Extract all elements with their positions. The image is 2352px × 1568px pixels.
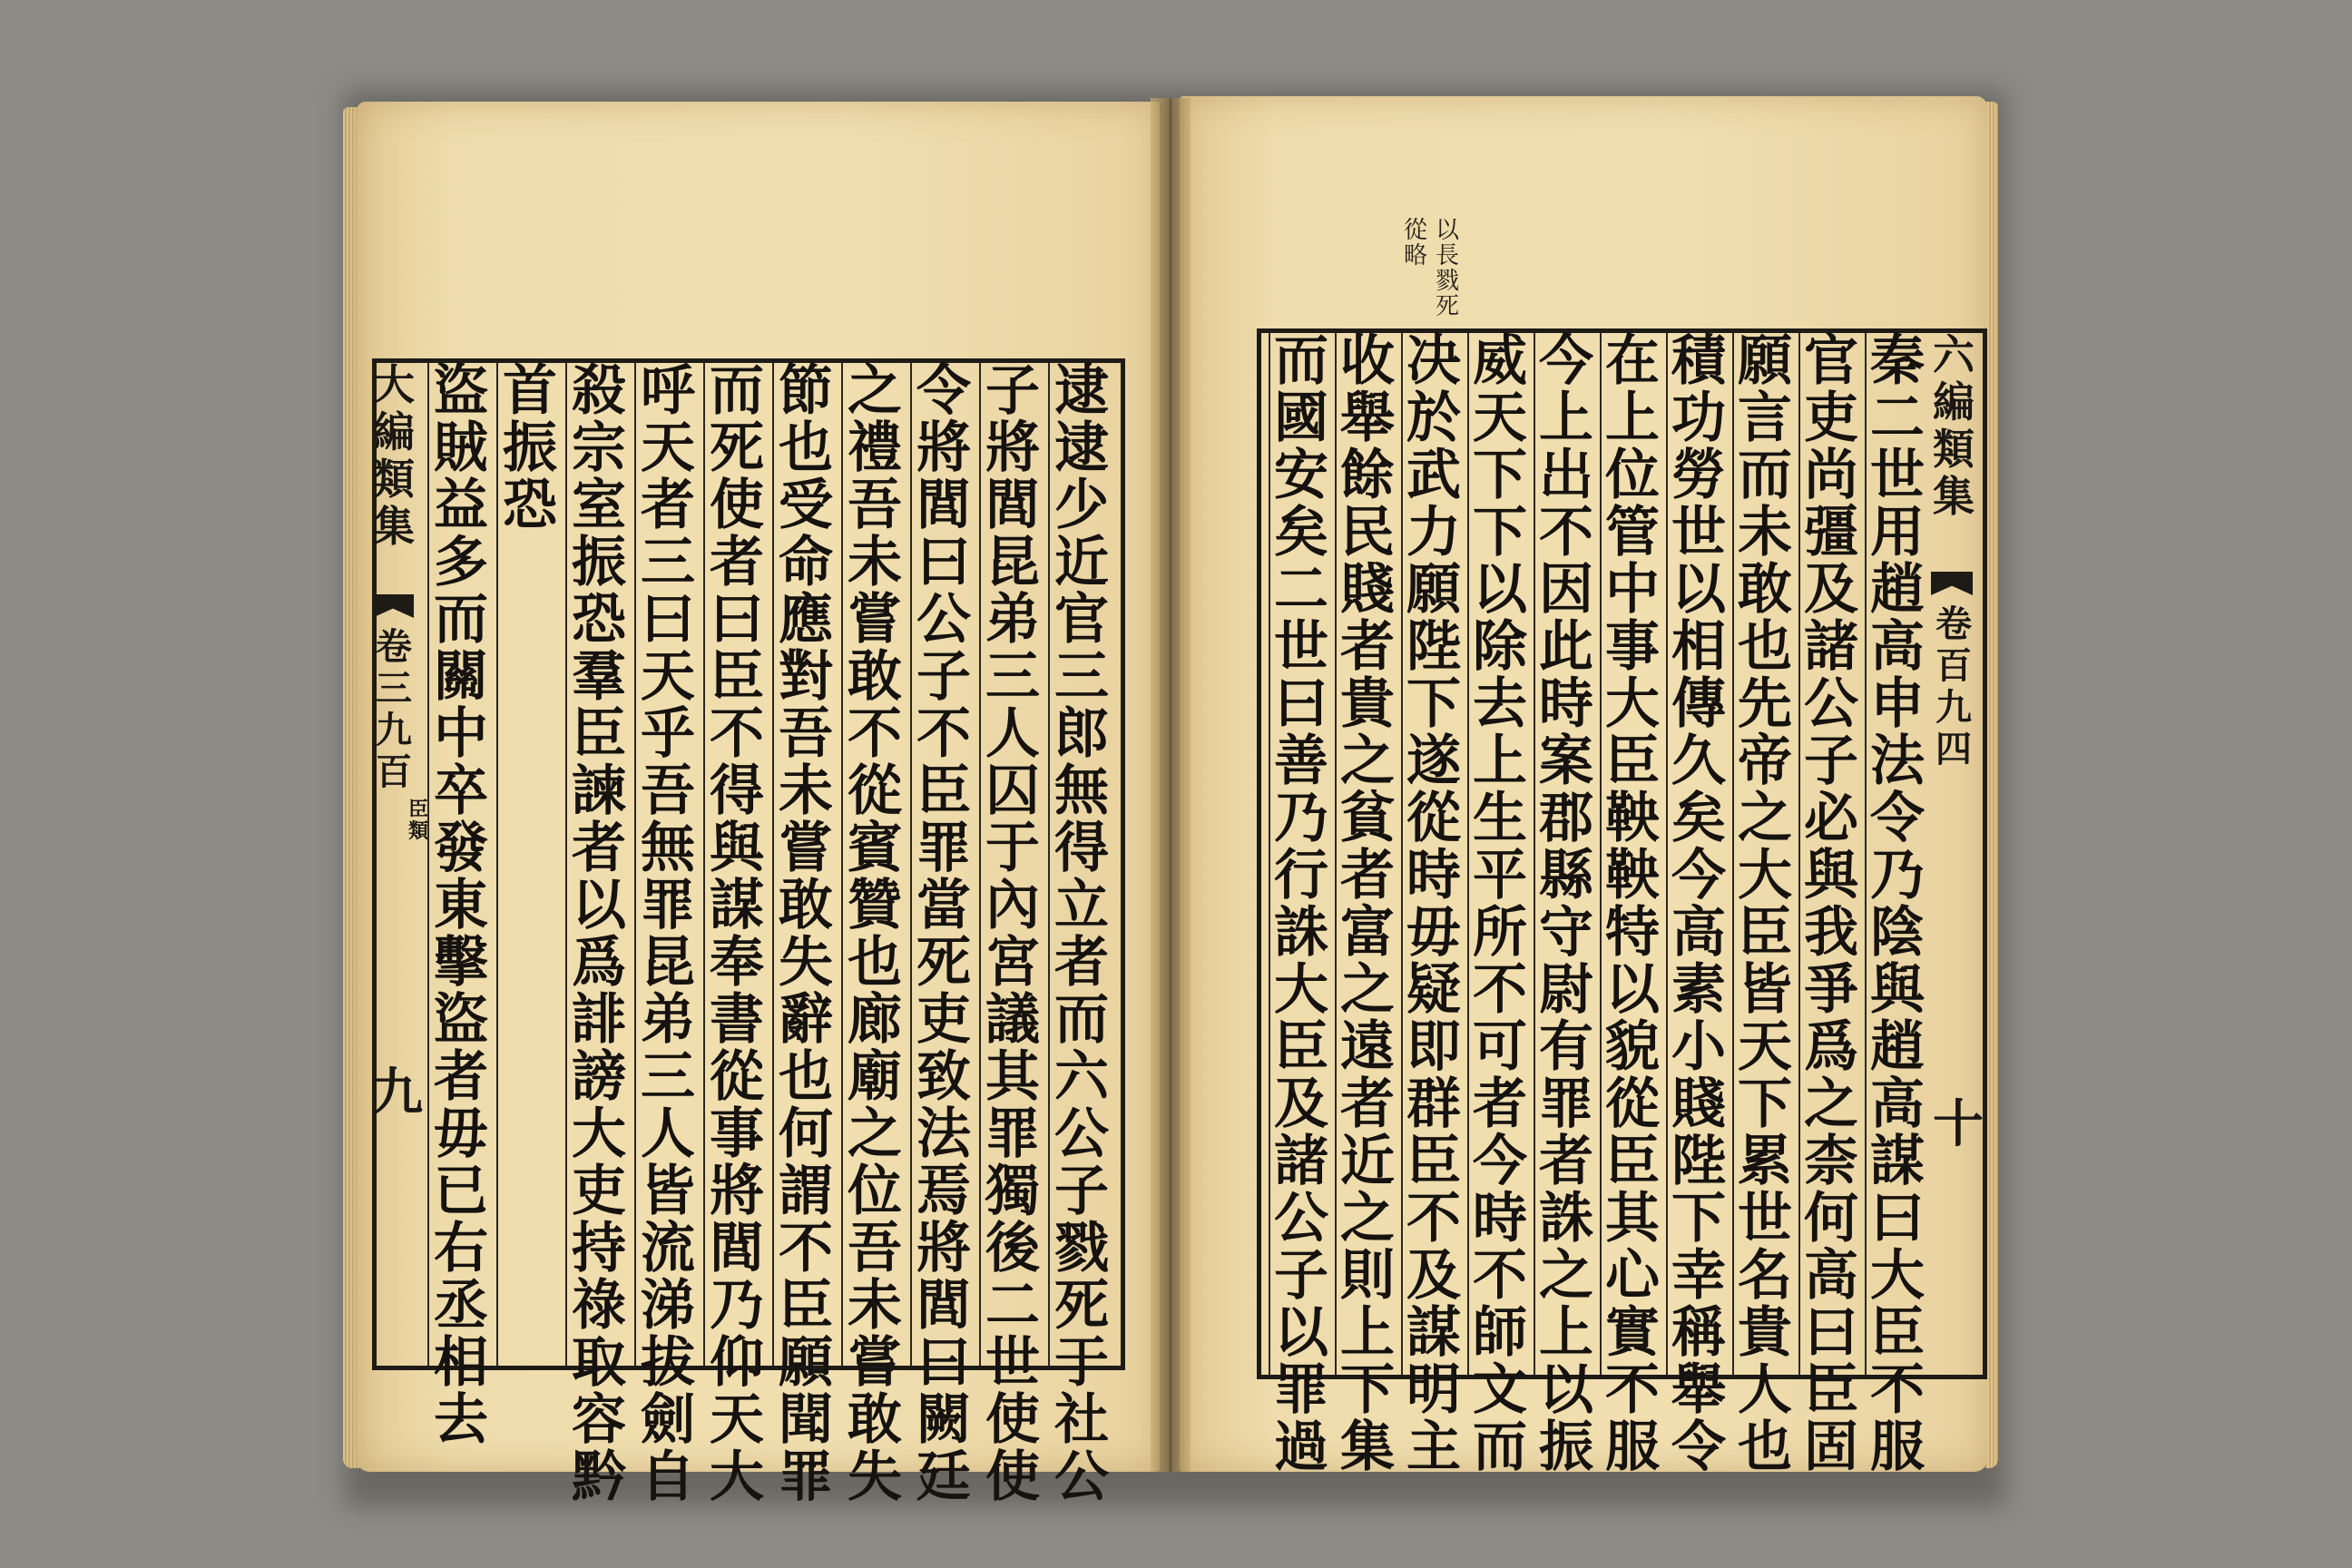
right-page-column-5: 在 上 位 管 中 事 大 臣 鞅 鞅 特 以 貌 從 臣 其 心 實 不 服: [1605, 329, 1660, 1479]
right-page-column-8: 决 於 武 力 願 陛 下 遂 從 時 毋 疑 即 群 臣 不 及 謀 明 主: [1406, 329, 1461, 1479]
left-page-column-2: 子 將 閭 昆 弟 三 人 囚 于 內 宮 議 其 罪 獨 後 二 世 使 使: [985, 359, 1040, 1509]
left-page-column-rule: [496, 363, 498, 1366]
left-page-column-10: 盜 賊 益 多 而 關 中 卒 發 東 擊 盜 者 毋 已 右 丞 相 去: [434, 359, 488, 1452]
right-page-column-2: 官 吏 尚 彊 及 諸 公 子 必 與 我 爭 爲 之 柰 何 高 曰 臣 固: [1804, 329, 1858, 1479]
left-margin-volume: 卷 三 九 百: [376, 625, 412, 793]
right-page-column-rule: [1732, 333, 1734, 1375]
right-page-column-rule: [1666, 333, 1668, 1375]
left-page-column-rule: [979, 363, 981, 1366]
right-page-column-rule: [1600, 333, 1602, 1375]
left-page-column-7: 呼 天 者 三 曰 天 乎 吾 無 罪 昆 弟 三 人 皆 流 涕 拔 劍 自: [641, 359, 695, 1509]
left-page-column-rule: [841, 363, 843, 1366]
right-page-column-6: 今 上 出 不 因 此 時 案 郡 縣 守 尉 有 罪 者 誅 之 上 以 振: [1539, 329, 1593, 1479]
right-page-column-7: 威 天 下 下 以 除 去 上 生 平 所 不 可 者 今 時 不 師 文 而: [1473, 329, 1527, 1479]
left-page-column-9: 首 振 恐: [503, 359, 557, 537]
left-page-column-rule: [703, 363, 705, 1366]
right-leaf-number: 十: [1933, 1094, 1984, 1154]
right-page-column-9: 收 舉 餘 民 賤 者 貴 之 貧 者 富 之 遠 者 近 之 則 上 下 集: [1340, 329, 1395, 1479]
left-text-frame: [372, 358, 1125, 1509]
right-page-column-rule: [1335, 333, 1337, 1375]
left-page-column-6: 而 死 使 者 曰 臣 不 得 與 謀 奉 書 從 事 將 閭 乃 仰 天 大: [710, 359, 764, 1509]
left-page-column-1: 逮 逮 少 近 官 三 郎 無 得 立 者 而 六 公 子 戮 死 于 社 公: [1054, 359, 1109, 1509]
right-page-column-rule: [1269, 333, 1270, 1375]
left-page-column-4: 之 禮 吾 未 嘗 敢 不 從 賓 贊 也 廊 廟 之 位 吾 未 嘗 敢 失: [848, 359, 902, 1509]
right-page-column-rule: [1401, 333, 1403, 1375]
right-page-column-rule: [1865, 333, 1867, 1375]
right-margin-title: 六 編 類 集: [1933, 330, 1975, 521]
right-page-column-1: 秦 二 世 用 趙 高 申 法 令 乃 陰 與 趙 高 謀 曰 大 臣 不 服: [1870, 329, 1925, 1479]
left-page-column-3: 令 將 閭 曰 公 子 不 臣 罪 當 死 吏 致 法 焉 將 閭 曰 闕 廷: [916, 359, 971, 1509]
right-page-column-rule: [1798, 333, 1800, 1375]
right-page-column-3: 願 言 而 未 敢 也 先 帝 之 大 臣 皆 天 下 累 世 名 貴 人 也: [1738, 329, 1792, 1479]
right-page-column-rule: [1534, 333, 1535, 1375]
right-annotation-line-1: 以 長 戮 死: [1435, 217, 1459, 320]
left-margin-section: 臣 類: [407, 798, 428, 843]
left-margin-title: 大 編 類 集: [373, 360, 415, 551]
right-page-edges: [1985, 102, 1998, 1468]
left-page-column-rule: [634, 363, 636, 1366]
right-margin-volume: 卷 百 九 四: [1936, 603, 1972, 770]
right-page-column-10: 而 國 安 矣 二 世 曰 善 乃 行 誅 大 臣 及 諸 公 子 以 罪 過: [1274, 329, 1328, 1479]
right-page-column-rule: [1467, 333, 1469, 1375]
left-page-column-5: 節 也 受 命 應 對 吾 未 嘗 敢 失 辭 也 何 謂 不 臣 願 聞 罪: [779, 359, 833, 1509]
right-page-column-4: 積 功 勞 世 以 相 傳 久 矣 今 高 素 小 賤 陛 下 幸 稱 舉 令: [1671, 329, 1726, 1479]
left-page-column-rule: [427, 363, 429, 1366]
left-page-column-rule: [772, 363, 774, 1366]
right-text-frame: [1257, 328, 1987, 1479]
left-page-column-rule: [565, 363, 567, 1366]
right-annotation-line-2: 從 略: [1403, 217, 1427, 270]
book-gutter: [1151, 98, 1191, 1472]
left-page-column-rule: [910, 363, 912, 1366]
left-leaf-number: 九: [372, 1063, 423, 1122]
left-page-column-8: 殺 宗 室 振 恐 羣 臣 諫 者 以 爲 誹 謗 大 吏 持 祿 取 容 黔: [572, 359, 626, 1509]
left-page-column-rule: [1048, 363, 1050, 1366]
